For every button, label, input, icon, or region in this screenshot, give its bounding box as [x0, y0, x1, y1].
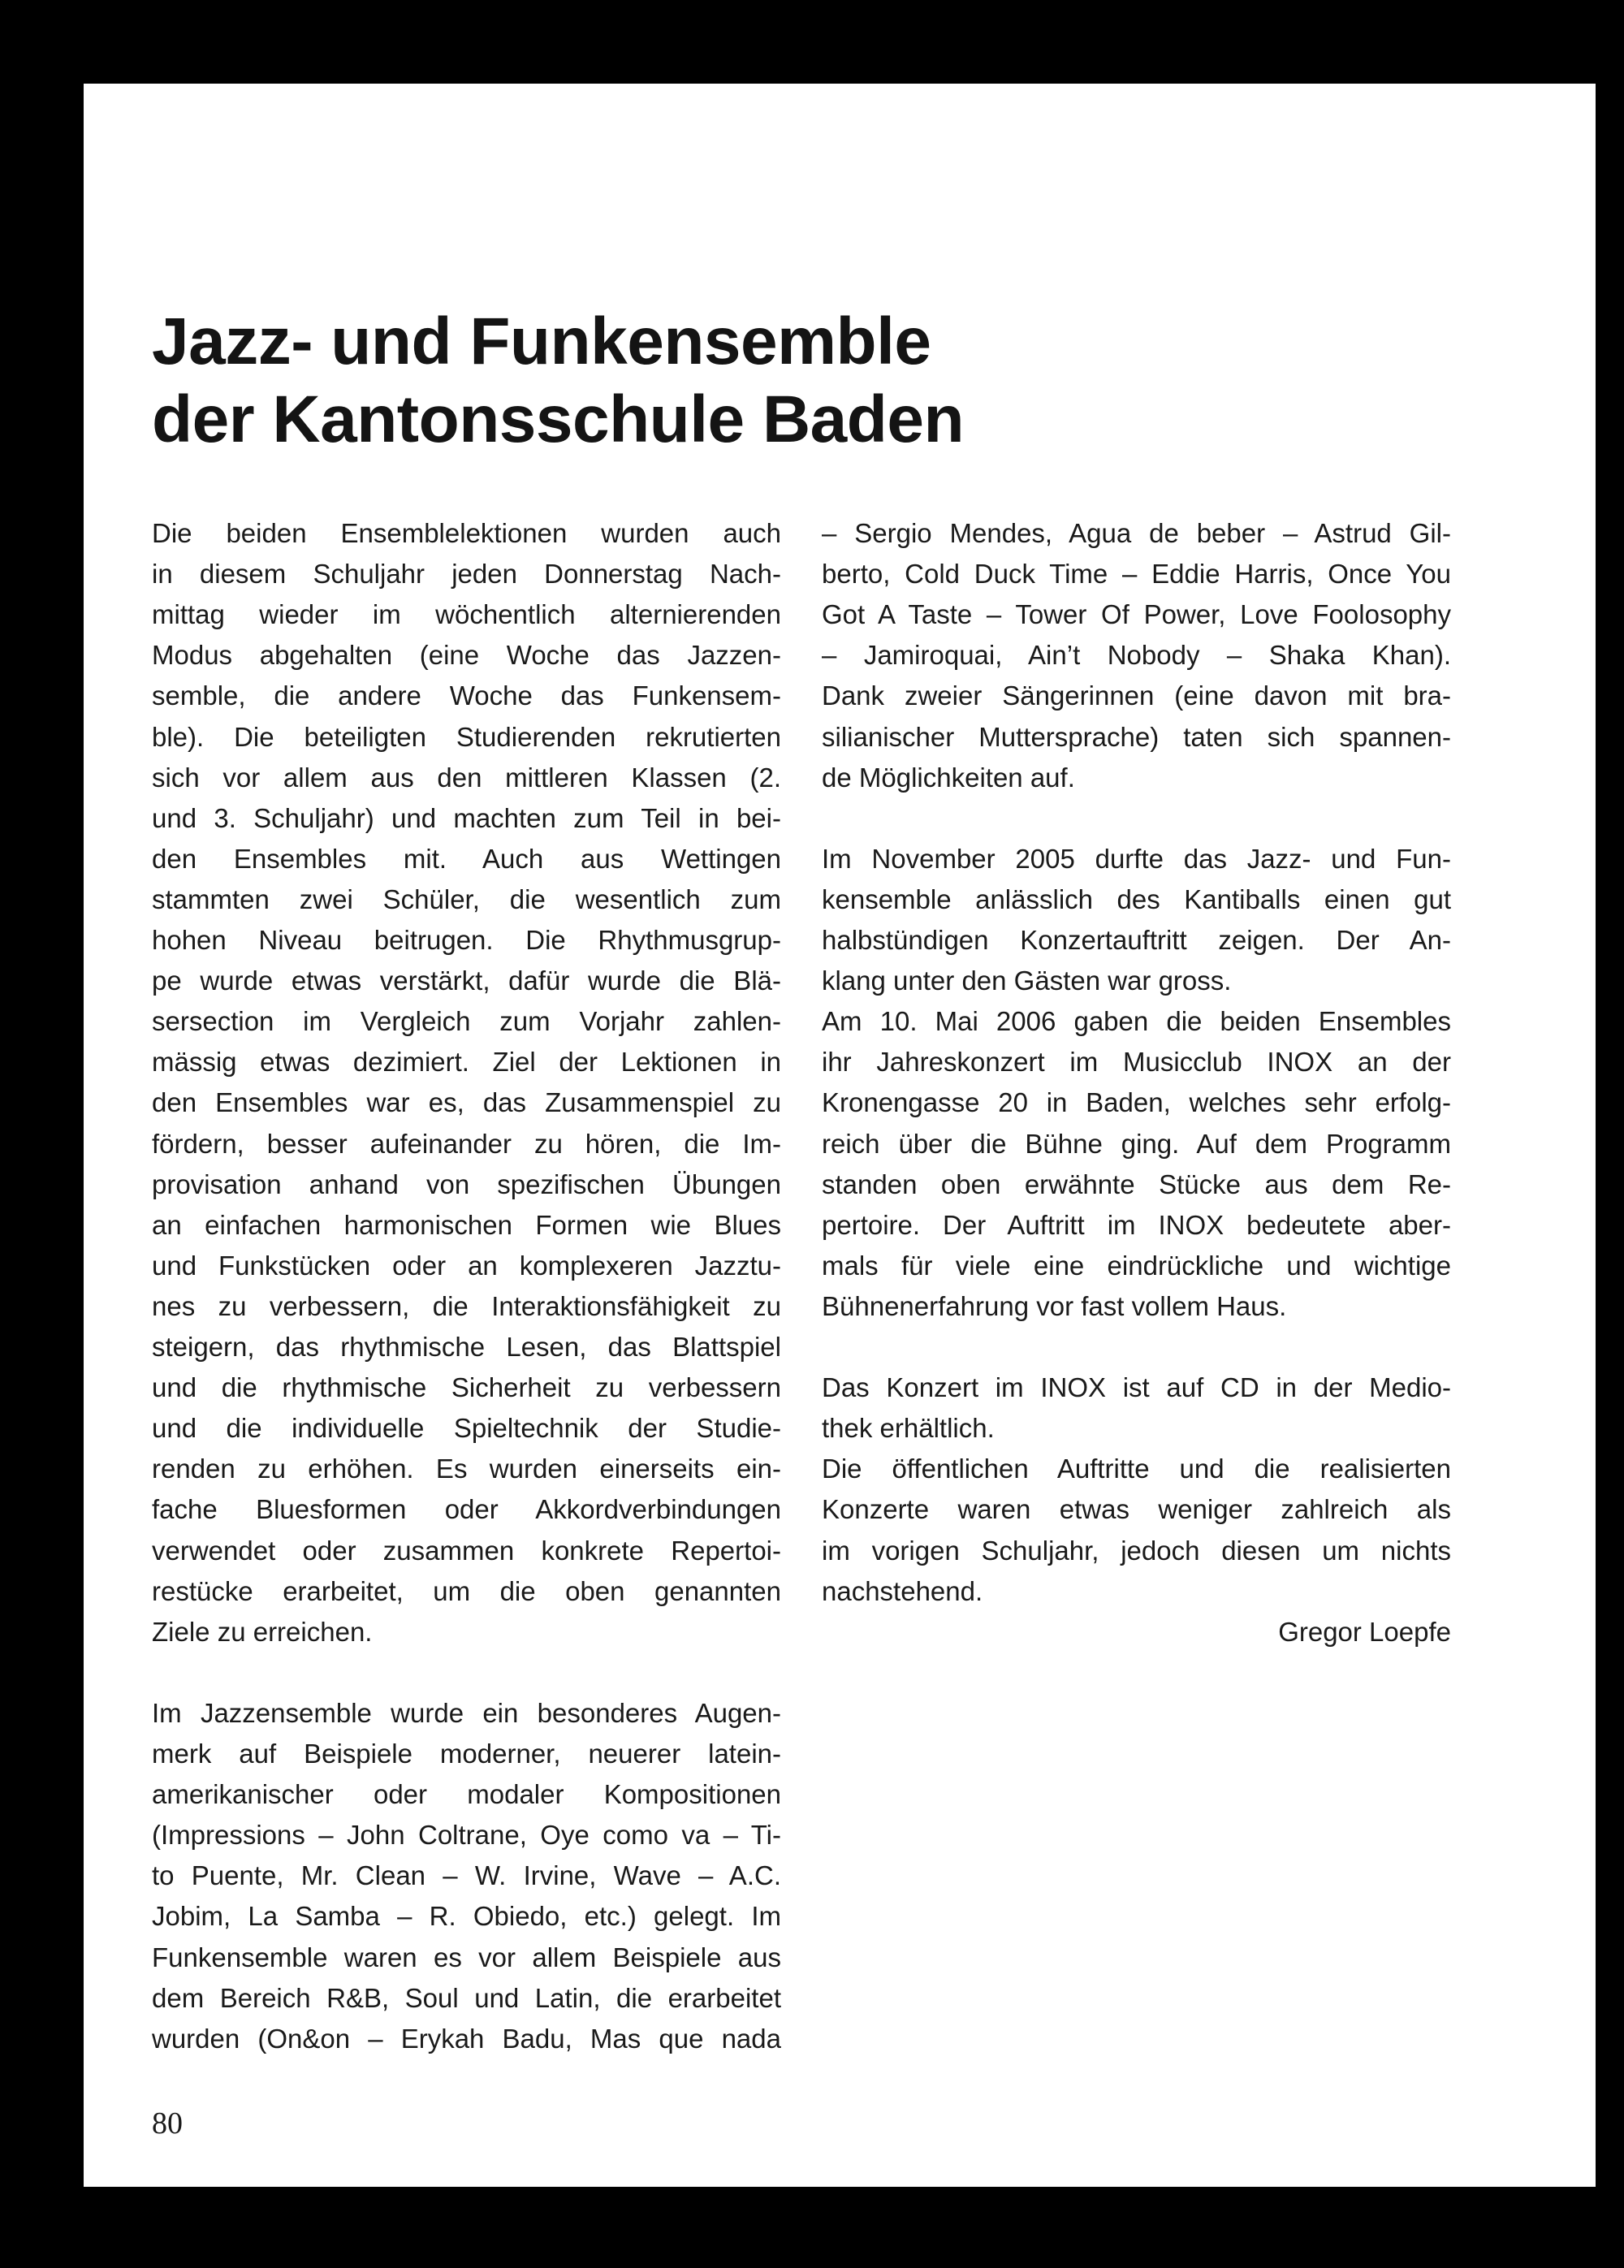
text-line: – Sergio Mendes, Agua de beber – Astrud Gil- [822, 518, 1451, 548]
title-line-1: Jazz- und Funkensemble [152, 305, 931, 378]
text-line: nachstehend. [822, 1575, 983, 1606]
text-line: semble, die andere Woche das Funkensem- [152, 680, 781, 711]
text-line: fache Bluesformen oder Akkordverbindungen [152, 1494, 781, 1525]
text-line: thek erhältlich. [822, 1413, 995, 1444]
text-line: stammten zwei Schüler, die wesentlich zum [152, 883, 781, 914]
text-line: standen oben erwähnte Stücke aus dem Re- [822, 1169, 1451, 1199]
text-line: hohen Niveau beitrugen. Die Rhythmusgrup- [152, 925, 781, 955]
text-line: Dank zweier Sängerinnen (eine davon mit bra- [822, 680, 1451, 711]
text-line: (Impressions – John Coltrane, Oye como va – Ti- [152, 1820, 781, 1851]
text-line: Got A Taste – Tower Of Power, Love Foolosophy [822, 599, 1451, 630]
text-line: fördern, besser aufeinander zu hören, die Im- [152, 1128, 781, 1159]
text-line: Am 10. Mai 2006 gaben die beiden Ensembles [822, 1006, 1451, 1037]
text-line: den Ensembles war es, das Zusammenspiel zu [152, 1087, 781, 1118]
text-line: Im Jazzensemble wurde ein besonderes Augen- [152, 1697, 781, 1728]
text-line: wurden (On&on – Erykah Badu, Mas que nada [152, 2023, 781, 2054]
text-line: mittag wieder im wöchentlich alternierenden [152, 599, 781, 630]
text-line: im vorigen Schuljahr, jedoch diesen um nichts [822, 1535, 1451, 1566]
text-line: ble). Die beteiligten Studierenden rekrutierten [152, 721, 781, 752]
text-line: Die öffentlichen Auftritte und die realisierten [822, 1454, 1451, 1484]
text-line: Kronengasse 20 in Baden, welches sehr erfolg- [822, 1087, 1451, 1118]
text-line: an einfachen harmonischen Formen wie Blues [152, 1209, 781, 1240]
text-line: Konzerte waren etwas weniger zahlreich als [822, 1494, 1451, 1525]
text-line: Die beiden Ensemblelektionen wurden auch [152, 518, 781, 548]
text-line: kensemble anlässlich des Kantiballs einen gut [822, 883, 1451, 914]
text-line: merk auf Beispiele moderner, neuerer latein- [152, 1739, 781, 1769]
text-line: halbstündigen Konzertauftritt zeigen. Der An- [822, 925, 1451, 955]
text-line: sersection im Vergleich zum Vorjahr zahlen- [152, 1006, 781, 1037]
text-line: nes zu verbessern, die Interaktionsfähigkeit zu [152, 1290, 781, 1321]
text-line: pertoire. Der Auftritt im INOX bedeutete aber- [822, 1209, 1451, 1240]
text-line: restücke erarbeitet, um die oben genannten [152, 1575, 781, 1606]
text-line: sich vor allem aus den mittleren Klassen (2. [152, 762, 781, 793]
text-line: den Ensembles mit. Auch aus Wettingen [152, 843, 781, 874]
text-line: ihr Jahreskonzert im Musicclub INOX an der [822, 1047, 1451, 1078]
text-line: berto, Cold Duck Time – Eddie Harris, Once You [822, 559, 1451, 590]
document-page [84, 84, 1596, 2187]
text-line: steigern, das rhythmische Lesen, das Blattspiel [152, 1332, 781, 1362]
text-line: Ziele zu erreichen. [152, 1616, 373, 1647]
text-line: und die individuelle Spieltechnik der Studie- [152, 1413, 781, 1444]
text-line: mals für viele eine eindrückliche und wichtige [822, 1250, 1451, 1281]
title-line-2: der Kantonsschule Baden [152, 382, 965, 456]
text-line: in diesem Schuljahr jeden Donnerstag Nach- [152, 559, 781, 590]
text-line: Bühnenerfahrung vor fast vollem Haus. [822, 1290, 1287, 1321]
text-line: und Funkstücken oder an komplexeren Jazztu- [152, 1250, 781, 1281]
text-line: silianischer Muttersprache) taten sich spannen- [822, 721, 1451, 752]
text-line: renden zu erhöhen. Es wurden einerseits ein- [152, 1454, 781, 1484]
text-line: to Puente, Mr. Clean – W. Irvine, Wave – A.C. [152, 1860, 781, 1891]
text-line: Das Konzert im INOX ist auf CD in der Medio- [822, 1372, 1451, 1403]
text-line: Jobim, La Samba – R. Obiedo, etc.) gelegt. Im [152, 1901, 781, 1932]
text-line: dem Bereich R&B, Soul und Latin, die erarbeitet [152, 1982, 781, 2013]
text-line: – Jamiroquai, Ain’t Nobody – Shaka Khan). [822, 640, 1451, 671]
text-line: Im November 2005 durfte das Jazz- und Fun- [822, 843, 1451, 874]
author-signature: Gregor Loepfe [1278, 1616, 1451, 1647]
text-line: verwendet oder zusammen konkrete Repertoi- [152, 1535, 781, 1566]
text-line: amerikanischer oder modaler Kompositionen [152, 1779, 781, 1810]
text-line: und die rhythmische Sicherheit zu verbessern [152, 1372, 781, 1403]
page-number: 80 [152, 2106, 183, 2141]
text-line: Funkensemble waren es vor allem Beispiele aus [152, 1942, 781, 1972]
text-line: mässig etwas dezimiert. Ziel der Lektionen in [152, 1047, 781, 1078]
text-line: pe wurde etwas verstärkt, dafür wurde die Blä- [152, 966, 781, 996]
text-line: und 3. Schuljahr) und machten zum Teil in bei- [152, 802, 781, 833]
page-title [152, 303, 964, 459]
text-line: Modus abgehalten (eine Woche das Jazzen- [152, 640, 781, 671]
text-line: de Möglichkeiten auf. [822, 762, 1075, 793]
text-line: klang unter den Gästen war gross. [822, 966, 1232, 996]
text-line: provisation anhand von spezifischen Übungen [152, 1169, 781, 1199]
text-line: reich über die Bühne ging. Auf dem Programm [822, 1128, 1451, 1159]
